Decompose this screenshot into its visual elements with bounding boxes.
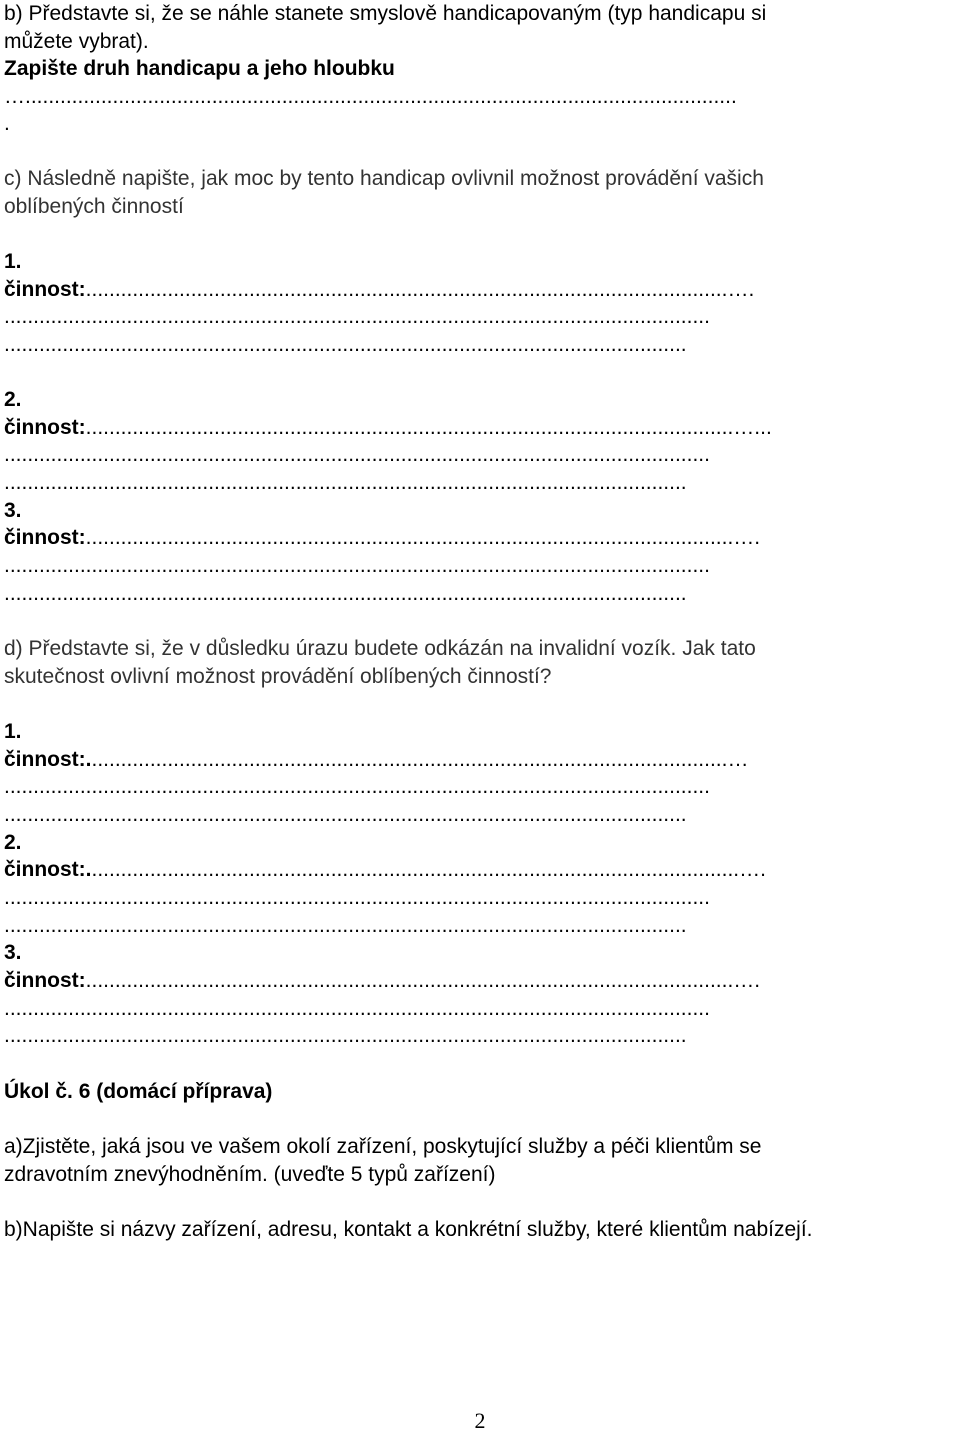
d-activity-3-dots-1: ...............................................................................................................…. <box>85 969 761 992</box>
d-activity-2-number: 2. <box>4 831 22 854</box>
c-activity-1-row[interactable] <box>4 276 960 304</box>
task-6-a-line-1: a)Zjistěte, jaká jsou ve vašem okolí zařízení, poskytující služby a péči klientům se <box>4 1135 762 1158</box>
c-activity-2-number: 2. <box>4 388 22 411</box>
d-activity-1-dots-1: .............................................................................................................… <box>91 748 749 771</box>
section-c-line-2: oblíbených činností <box>4 195 184 218</box>
c-activity-3-dots-2[interactable]: ......................................................................................................................... <box>4 554 710 577</box>
c-activity-3-dots-1: ...............................................................................................................…. <box>85 526 761 549</box>
section-c-line-1: c) Následně napište, jak moc by tento handicap ovlivnil možnost provádění vašich <box>4 167 764 190</box>
d-activity-2-dots-2[interactable]: ......................................................................................................................... <box>4 886 710 909</box>
c-activity-1-label: činnost: <box>4 278 86 301</box>
c-activity-3-row[interactable] <box>4 524 960 552</box>
d-activity-2-label: činnost:. <box>4 858 92 881</box>
c-activity-1-dots-1: ..............................................................................................................…. <box>85 278 755 301</box>
section-d-line-2: skutečnost ovlivní možnost provádění oblíbených činností? <box>4 665 552 688</box>
c-activity-3-dots-3[interactable]: ..................................................................................................................... <box>4 582 687 605</box>
page-number: 2 <box>474 1408 486 1433</box>
d-activity-3-label: činnost: <box>4 969 86 992</box>
d-activity-1-row[interactable] <box>4 746 960 774</box>
c-activity-1-dots-3[interactable]: ..................................................................................................................... <box>4 333 687 356</box>
c-activity-2-dots-2[interactable]: ......................................................................................................................... <box>4 443 710 466</box>
section-b-line-1: b) Představte si, že se náhle stanete smyslově handicapovaným (typ handicapu si <box>4 2 767 25</box>
section-b-answer-line-1[interactable]: ….......................................................................................................................... <box>4 85 737 108</box>
d-activity-3-dots-3[interactable]: ..................................................................................................................... <box>4 1024 687 1047</box>
section-b-instruction: Zapište druh handicapu a jeho hloubku <box>4 57 395 80</box>
c-activity-1-dots-2[interactable]: ......................................................................................................................... <box>4 305 710 328</box>
d-activity-2-row[interactable] <box>4 856 960 884</box>
c-activity-2-label: činnost: <box>4 416 86 439</box>
d-activity-2-dots-1: ...............................................................................................................…. <box>91 858 766 881</box>
task-6-b-line-1: b)Napište si názvy zařízení, adresu, kontakt a konkrétní služby, které klientům nabízejí. <box>4 1218 813 1241</box>
c-activity-1-number: 1. <box>4 250 22 273</box>
task-6-a-line-2: zdravotním znevýhodněním. (uveďte 5 typů zařízení) <box>4 1163 496 1186</box>
section-b-answer-line-2: . <box>4 112 10 135</box>
c-activity-3-label: činnost: <box>4 526 86 549</box>
d-activity-1-dots-2[interactable]: ......................................................................................................................... <box>4 775 710 798</box>
d-activity-3-number: 3. <box>4 941 22 964</box>
task-6-title: Úkol č. 6 (domácí příprava) <box>4 1080 273 1103</box>
d-activity-1-label: činnost:. <box>4 748 92 771</box>
d-activity-2-dots-3[interactable]: ..................................................................................................................... <box>4 914 687 937</box>
section-b-line-2: můžete vybrat). <box>4 30 149 53</box>
d-activity-1-number: 1. <box>4 720 22 743</box>
c-activity-3-number: 3. <box>4 499 22 522</box>
section-d-line-1: d) Představte si, že v důsledku úrazu budete odkázán na invalidní vozík. Jak tato <box>4 637 756 660</box>
c-activity-2-row[interactable] <box>4 414 960 442</box>
c-activity-2-dots-1: ...............................................................................................................…... <box>85 416 772 439</box>
d-activity-3-dots-2[interactable]: ......................................................................................................................... <box>4 997 710 1020</box>
d-activity-1-dots-3[interactable]: ..................................................................................................................... <box>4 803 687 826</box>
d-activity-3-row[interactable] <box>4 967 960 995</box>
c-activity-2-dots-3[interactable]: ..................................................................................................................... <box>4 471 687 494</box>
